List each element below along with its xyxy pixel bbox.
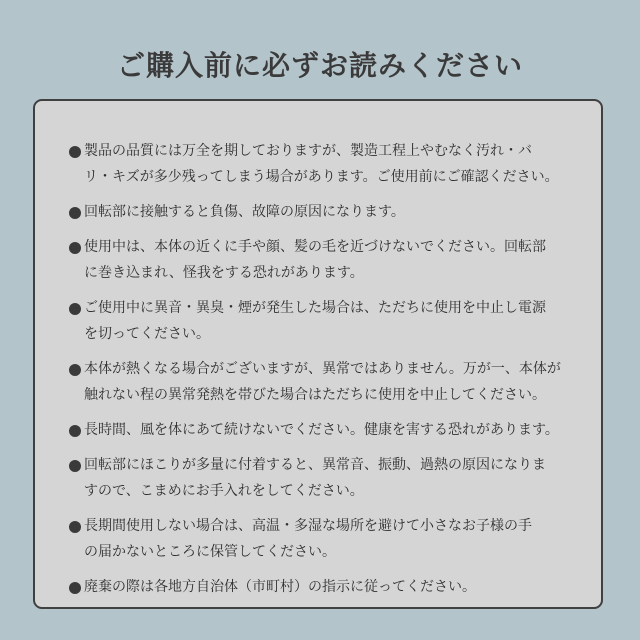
bullet-icon: [69, 425, 81, 437]
page-title: ご購入前に必ずお読みください: [116, 49, 523, 82]
notice-text: に巻き込まれ、怪我をする恐れがあります。: [84, 265, 364, 281]
notice-text: 長時間、風を体にあて続けないでください。健康を害する恐れがあります。: [84, 422, 559, 438]
notice-item: [69, 417, 579, 443]
bullet-icon: [69, 364, 81, 376]
notice-item: [69, 356, 579, 408]
notice-list: [69, 138, 579, 609]
notice-item: [69, 452, 579, 504]
bullet-icon: [69, 242, 81, 254]
notice-panel: [33, 99, 603, 609]
bullet-icon: [69, 582, 81, 594]
notice-item: [69, 295, 579, 347]
notice-text: 使用中は、本体の近くに手や顔、髪の毛を近づけないでください。回転部: [84, 239, 546, 255]
bullet-icon: [69, 207, 81, 219]
notice-text: 廃棄の際は各地方自治体（市町村）の指示に従ってください。: [84, 579, 476, 595]
notice-text: の届かないところに保管してください。: [84, 544, 336, 560]
notice-text: 製品の品質には万全を期しておりますが、製造工程上やむなく汚れ・バ: [84, 143, 532, 159]
notice-text: 回転部に接触すると負傷、故障の原因になります。: [84, 204, 405, 220]
notice-text: 触れない程の異常発熱を帯びた場合はただちに使用を中止してください。: [84, 387, 546, 403]
notice-text: を切ってください。: [84, 326, 210, 342]
notice-text: 長期間使用しない場合は、高温・多湿な場所を避けて小さなお子様の手: [84, 518, 532, 534]
bullet-icon: [69, 521, 81, 533]
notice-text: ご使用中に異音・異臭・煙が発生した場合は、ただちに使用を中止し電源: [84, 300, 546, 316]
notice-text: リ・キズが多少残ってしまう場合があります。ご使用前にご確認ください。: [84, 169, 559, 185]
notice-item: [69, 199, 579, 225]
notice-text: 本体が熱くなる場合がございますが、異常ではありません。万が一、本体が: [84, 361, 561, 377]
notice-item: [69, 234, 579, 286]
notice-item: [69, 513, 579, 565]
notice-text: 回転部にほこりが多量に付着すると、異常音、振動、過熱の原因になりま: [84, 457, 546, 473]
notice-item: [69, 138, 579, 190]
bullet-icon: [69, 460, 81, 472]
bullet-icon: [69, 303, 81, 315]
notice-text: すので、こまめにお手入れをしてください。: [84, 483, 364, 499]
notice-item: [69, 574, 579, 600]
bullet-icon: [69, 146, 81, 158]
